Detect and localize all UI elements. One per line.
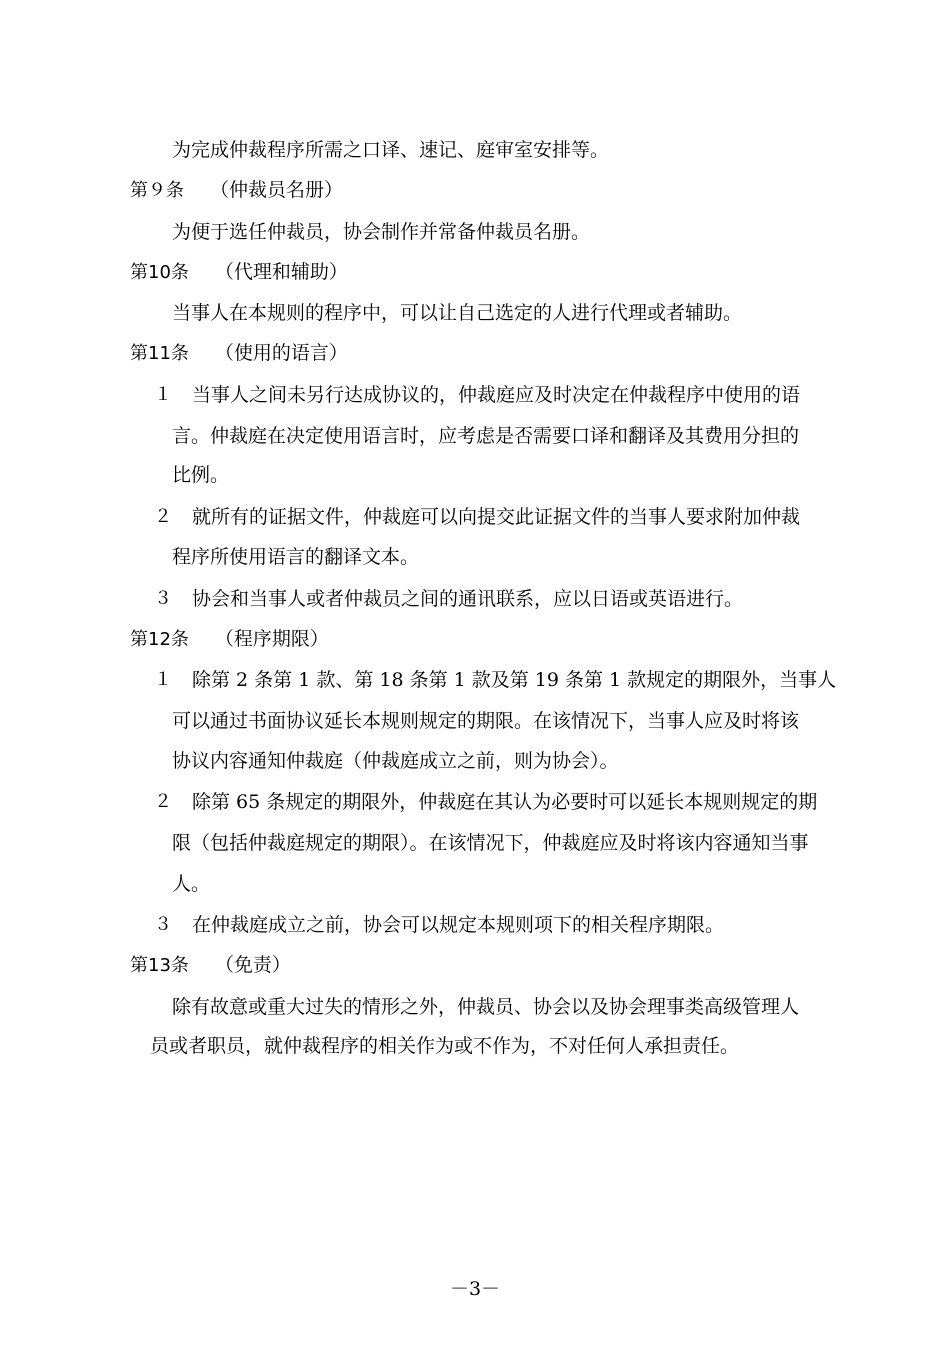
- body-line: 除有故意或重大过失的情形之外，仲裁员、协会以及协会理事类高级管理人: [172, 996, 800, 1018]
- body-line: 比例。: [172, 464, 230, 486]
- body-line: 人。: [172, 873, 211, 895]
- article-number: 第12条: [130, 629, 189, 650]
- article-heading-13: [130, 953, 291, 978]
- article-title: （程序期限）: [214, 628, 329, 650]
- body-line: 员或者职员，就仲裁程序的相关作为或不作为，不对任何人承担责任。: [150, 1035, 740, 1057]
- article-title: （代理和辅助）: [214, 261, 348, 283]
- article-title: （使用的语言）: [214, 342, 348, 364]
- paragraph-number: ２: [154, 506, 172, 527]
- article-number: 第９条: [130, 180, 184, 201]
- body-line: 为便于选任仲裁员，协会制作并常备仲裁员名册。: [172, 221, 591, 243]
- article-number: 第13条: [130, 955, 189, 976]
- body-line: 可以通过书面协议延长本规则规定的期限。在该情况下，当事人应及时将该: [172, 710, 800, 732]
- article-title: （仲裁员名册）: [210, 179, 344, 201]
- body-line: 程序所使用语言的翻译文本。: [172, 546, 420, 568]
- body-line: 当事人在本规则的程序中，可以让自己选定的人进行代理或者辅助。: [172, 302, 743, 324]
- body-line: 当事人之间未另行达成协议的，仲裁庭应及时决定在仲裁程序中使用的语: [192, 384, 801, 406]
- body-line: 言。仲裁庭在决定使用语言时，应考虑是否需要口译和翻译及其费用分担的: [172, 425, 800, 447]
- page-number: －3－: [449, 1278, 501, 1300]
- article-heading-12: [130, 627, 329, 652]
- body-line: 在仲裁庭成立之前，协会可以规定本规则项下的相关程序期限。: [192, 914, 725, 936]
- article-number: 第11条: [130, 343, 189, 364]
- body-line: 除第 65 条规定的期限外，仲裁庭在其认为必要时可以延长本规则规定的期: [192, 791, 818, 813]
- body-line: 限（包括仲裁庭规定的期限）。在该情况下，仲裁庭应及时将该内容通知当事: [172, 832, 809, 854]
- paragraph-number: ２: [154, 791, 172, 812]
- paragraph-number: ３: [154, 914, 172, 935]
- body-line: 协会和当事人或者仲裁员之间的通讯联系，应以日语或英语进行。: [192, 588, 744, 610]
- article-number: 第10条: [130, 262, 189, 283]
- body-line: 协议内容通知仲裁庭（仲裁庭成立之前，则为协会）。: [172, 750, 619, 772]
- paragraph-number: １: [154, 669, 172, 690]
- article-heading-10: [130, 260, 348, 285]
- article-heading-11: [130, 341, 348, 366]
- article-title: （免责）: [214, 954, 291, 976]
- body-line: 为完成仲裁程序所需之口译、速记、庭审室安排等。: [172, 139, 610, 161]
- paragraph-number: １: [154, 384, 172, 405]
- body-line: 就所有的证据文件，仲裁庭可以向提交此证据文件的当事人要求附加仲裁: [192, 506, 801, 528]
- article-heading-9: [130, 178, 343, 203]
- paragraph-number: ３: [154, 588, 172, 609]
- body-line: 除第 2 条第 1 款、第 18 条第 1 款及第 19 条第 1 款规定的期限外，当事人: [192, 669, 837, 691]
